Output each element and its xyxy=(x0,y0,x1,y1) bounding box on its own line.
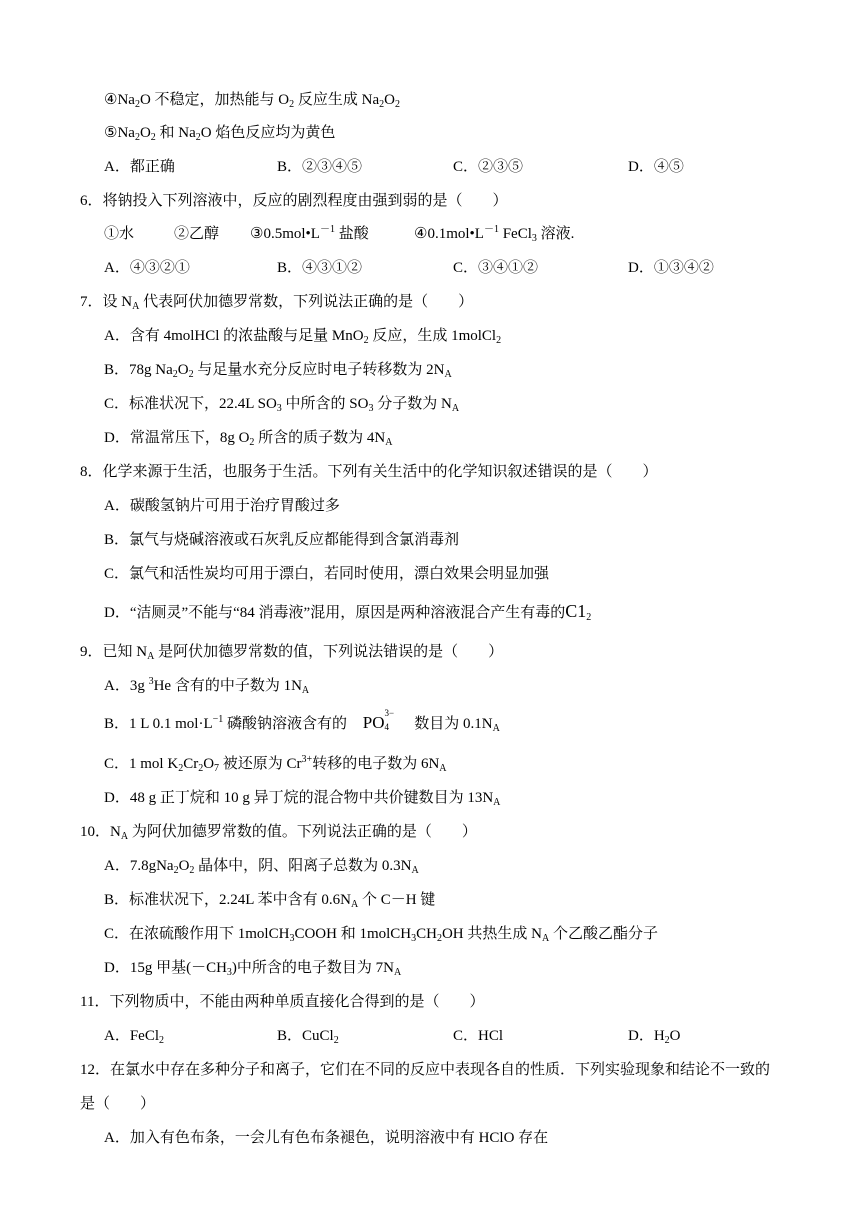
q10-option-a[interactable]: A．$7.8gNa_2O_2$ 晶体中，阴、阳离子总数为 $0.3N_A$ xyxy=(104,858,419,876)
q7-option-d[interactable]: D．常温常压下，8g $O_2$ 所含的质子数为 $4N_A$ xyxy=(104,430,393,448)
option-b[interactable]: B．④③①② xyxy=(277,260,363,276)
option-d[interactable]: D．④⑤ xyxy=(628,159,684,175)
q9-option-d[interactable]: D．48 g 正丁烷和 10 g 异丁烷的混合物中共价键数目为 $13N_A$ xyxy=(104,790,501,808)
q10-option-d[interactable]: D．15g 甲基$(-CH_3)$中所含的电子数目为 $7N_A$ xyxy=(104,960,402,978)
option-c[interactable]: C．③④①② xyxy=(453,260,539,276)
q10-stem: 10．$N_A$ 为阿伏加德罗常数的值。下列说法正确的是（ ） xyxy=(80,824,477,842)
option-a[interactable]: A．④③②① xyxy=(104,260,190,276)
q11-stem: 11．下列物质中，不能由两种单质直接化合得到的是（ ） xyxy=(80,994,485,1010)
option-c[interactable]: C．HCl xyxy=(453,1028,504,1044)
q10-option-b[interactable]: B．标准状况下，2.24L 苯中含有 $0.6N_A$ 个 C－H 键 xyxy=(104,892,436,910)
option-d[interactable]: D．$H_2O$ xyxy=(628,1028,681,1046)
q9-option-b[interactable]: B．1 L 0.1 $mol\cdot L^{-1}$ 磷酸钠溶液含有的 PO 3− 4 数目为 $0.1N_A$ xyxy=(104,708,500,734)
q7-option-c[interactable]: C．标准状况下，22.4L $SO_3$ 中所含的 $SO_3$ 分子数为 $N_A$ xyxy=(104,396,460,414)
q12-option-a[interactable]: A．加入有色布条，一会儿有色布条褪色，说明溶液中有 HClO 存在 xyxy=(104,1130,549,1146)
q7-option-b[interactable]: B．78g $Na_2O_2$ 与足量水充分反应时电子转移数为 $2N_A$ xyxy=(104,362,452,380)
q12-stem-cont: 是（ ） xyxy=(80,1096,156,1112)
item-4: $④Na_2O$ 不稳定，加热能与 $O_2$ 反应生成 $Na_2O_2$ xyxy=(104,92,400,110)
q7-option-a[interactable]: A．含有 4molHCl 的浓盐酸与足量 MnO$_2$ 反应，生成 1molCl$_2$ xyxy=(104,328,502,346)
q12-stem: 12．在氯水中存在多种分子和离子，它们在不同的反应中表现各自的性质．下列实验现象和结论不一致的 xyxy=(80,1062,771,1078)
q6-items: ①水 ②乙醇 $③0.5mol•L^{-1}$ 盐酸 $④0.1mol•L^{-1}$ FeCl$_3$ 溶液. xyxy=(104,224,575,244)
option-a[interactable]: A．FeCl$_2$ xyxy=(104,1028,165,1046)
item-5: $⑤Na_2O_2$ 和 $Na_2O$ 焰色反应均为黄色 xyxy=(104,125,336,143)
option-b[interactable]: B．CuCl$_2$ xyxy=(277,1028,339,1046)
q9-option-c[interactable]: C．1 mol $K_2Cr_2O_7$ 被还原为 $Cr^{3+}$转移的电子数为 $6N_A$ xyxy=(104,754,447,774)
q9-option-a[interactable]: A．3g $^3$He 含有的中子数为 $1N_A$ xyxy=(104,676,310,696)
q8-stem: 8．化学来源于生活，也服务于生活。下列有关生活中的化学知识叙述错误的是（ ） xyxy=(80,464,658,480)
option-c[interactable]: C．②③⑤ xyxy=(453,159,524,175)
q6-stem: 6．将钠投入下列溶液中，反应的剧烈程度由强到弱的是（ ） xyxy=(80,193,508,209)
option-a[interactable]: A．都正确 xyxy=(104,159,175,175)
q8-option-a[interactable]: A．碳酸氢钠片可用于治疗胃酸过多 xyxy=(104,498,340,514)
q10-option-c[interactable]: C．在浓硫酸作用下 1molCH$_3$COOH 和 $1molCH_3CH_2OH$ 共热生成 $N_A$ 个乙酸乙酯分子 xyxy=(104,926,658,944)
option-b[interactable]: B．②③④⑤ xyxy=(277,159,363,175)
q9-stem: 9．已知 $N_A$ 是阿伏加德罗常数的值，下列说法错误的是（ ） xyxy=(80,644,504,662)
q8-option-d[interactable]: D．“洁厕灵”不能与“84 消毒液”混用，原因是两种溶液混合产生有毒的$C1_2$ xyxy=(104,601,592,623)
q8-option-c[interactable]: C．氯气和活性炭均可用于漂白，若同时使用，漂白效果会明显加强 xyxy=(104,566,550,582)
q8-option-b[interactable]: B．氯气与烧碱溶液或石灰乳反应都能得到含氯消毒剂 xyxy=(104,532,460,548)
q7-stem: 7．设 $N_A$ 代表阿伏加德罗常数，下列说法正确的是（ ） xyxy=(80,294,474,312)
option-d[interactable]: D．①③④② xyxy=(628,260,714,276)
